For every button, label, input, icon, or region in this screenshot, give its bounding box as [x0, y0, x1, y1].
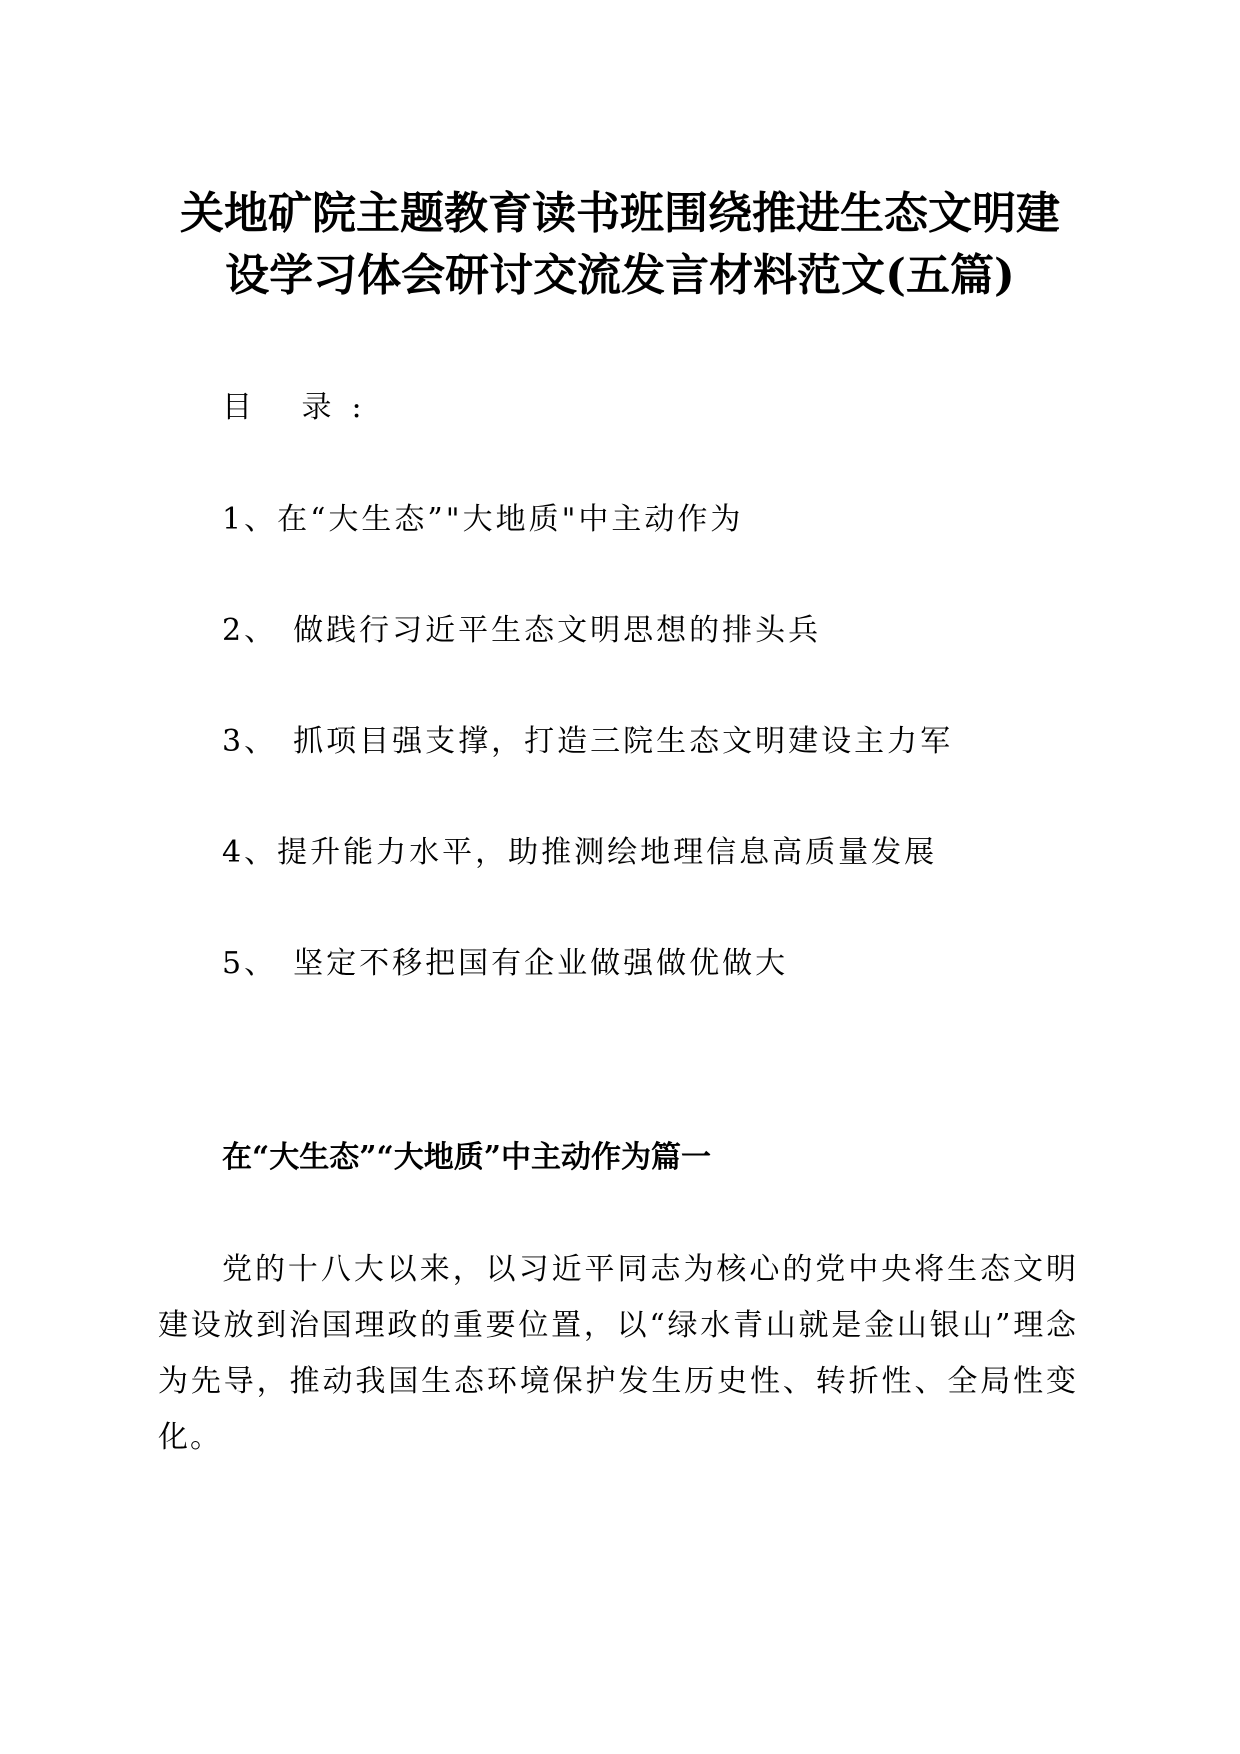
toc-item-number: 5、 — [222, 946, 278, 981]
toc-item-1 — [222, 494, 743, 538]
toc-item-number: 3、 — [222, 724, 278, 759]
document-title — [140, 183, 1100, 307]
toc-item-text: 在“大生态”"大地质"中主动作为 — [277, 502, 744, 537]
section-heading: 在“大生态”“大地质”中主动作为篇一 — [222, 1140, 712, 1175]
toc-item-number: 1、 — [222, 502, 278, 537]
toc-item-number: 4、 — [222, 835, 278, 870]
toc-item-text: 坚定不移把国有企业做强做优做大 — [293, 946, 789, 981]
toc-heading: 目 录: — [222, 390, 382, 425]
toc-item-2 — [222, 605, 821, 649]
title-line-2: 设学习体会研讨交流发言材料范文(五篇) — [225, 250, 1015, 301]
title-line-1: 关地矿院主题教育读书班围绕推进生态文明建 — [180, 188, 1060, 239]
toc-item-text: 提升能力水平，助推测绘地理信息高质量发展 — [277, 835, 938, 870]
body-paragraph: 党的十八大以来，以习近平同志为核心的党中央将生态文明建设放到治国理政的重要位置，以“绿水青山就是金山银山”理念为先导，推动我国生态环境保护发生历史性、转折性、全局性变化。 — [158, 1252, 1078, 1455]
toc-item-5 — [222, 938, 788, 982]
toc-item-3 — [222, 716, 953, 760]
toc-item-text: 抓项目强支撑，打造三院生态文明建设主力军 — [293, 724, 954, 759]
toc-item-4 — [222, 827, 937, 871]
toc-item-number: 2、 — [222, 613, 278, 648]
toc-item-text: 做践行习近平生态文明思想的排头兵 — [293, 613, 822, 648]
